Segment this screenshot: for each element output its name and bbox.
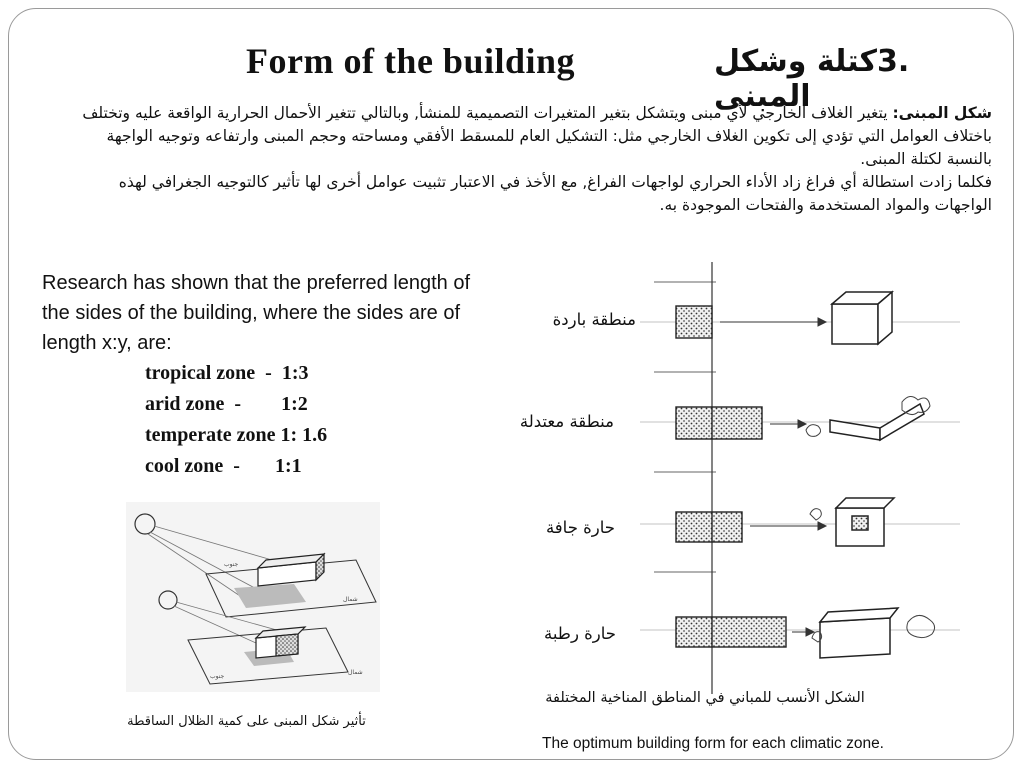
zone-ratio-tropical: tropical zone - 1:3 [145, 362, 309, 384]
sun-icon-top [135, 514, 155, 534]
zone-label-hot-humid: حارة رطبة [543, 624, 616, 643]
svg-text:جنوب: جنوب [210, 673, 225, 680]
title-arabic: .3كتلة وشكل المبنى [714, 44, 910, 114]
zone-forms-figure [640, 262, 960, 694]
zone-ratio-list [145, 358, 327, 482]
zone-ratio-cool: cool zone - 1:1 [145, 455, 302, 477]
zones-caption-arabic: الشكل الأنسب للمباني في المناطق المناخية المختلفة [545, 690, 865, 706]
svg-text:شمال: شمال [343, 596, 358, 603]
arabic-body-text [78, 102, 992, 217]
arabic-para1-text: يتغير الغلاف الخارجي لأي مبنى ويتشكل بتغير المتغيرات التصميمية للمنشأ, وبالتالي تتغير الأحمال الحرارية الواقعة عليه وتختلف باختلاف العوامل التي تؤدي إلى تكوين الغلاف الخارجي مثل: التشكيل العام للمسقط الأفقي ومساحته وحجم المبنى وارتفاعه وتوجيه الواجهة بالنسبة لكتلة المبنى. [82, 104, 992, 168]
zone-ratio-temperate: temperate zone 1: 1.6 [145, 424, 328, 446]
shadow-figure [126, 502, 380, 692]
zone-label-hot-dry: حارة جافة [545, 518, 615, 537]
svg-text:جنوب: جنوب [224, 561, 239, 568]
svg-text:شمال: شمال [348, 669, 363, 676]
arabic-paragraph-2: فكلما زادت استطالة أي فراغ زاد الأداء الحراري لواجهات الفراغ, مع الأخذ في الاعتبار تثبيت عوامل أخرى لها تأثير كالتوجيه الجغرافي لهذه الواجهات والمواد المستخدمة والفتحات الموجودة به. [118, 173, 992, 214]
arabic-paragraph-1 [78, 102, 992, 171]
shadow-figure-caption: تأثير شكل المبنى على كمية الظلال الساقطة [127, 714, 366, 729]
research-text: Research has shown that the preferred length of the sides of the building, where the sides are of length x:y, are: [42, 272, 471, 354]
zone-ratio-arid: arid zone - 1:2 [145, 393, 308, 415]
zone-forms-sketch [640, 262, 960, 694]
shadow-sketch [126, 502, 380, 692]
zones-caption-english: The optimum building form for each climatic zone. [541, 735, 884, 752]
zone-label-cold: منطقة باردة [552, 310, 636, 329]
zone-label-temperate: منطقة معتدلة [519, 412, 614, 431]
title-english: Form of the building [246, 41, 576, 81]
arabic-lead-term: شكل المبنى: [892, 104, 992, 122]
